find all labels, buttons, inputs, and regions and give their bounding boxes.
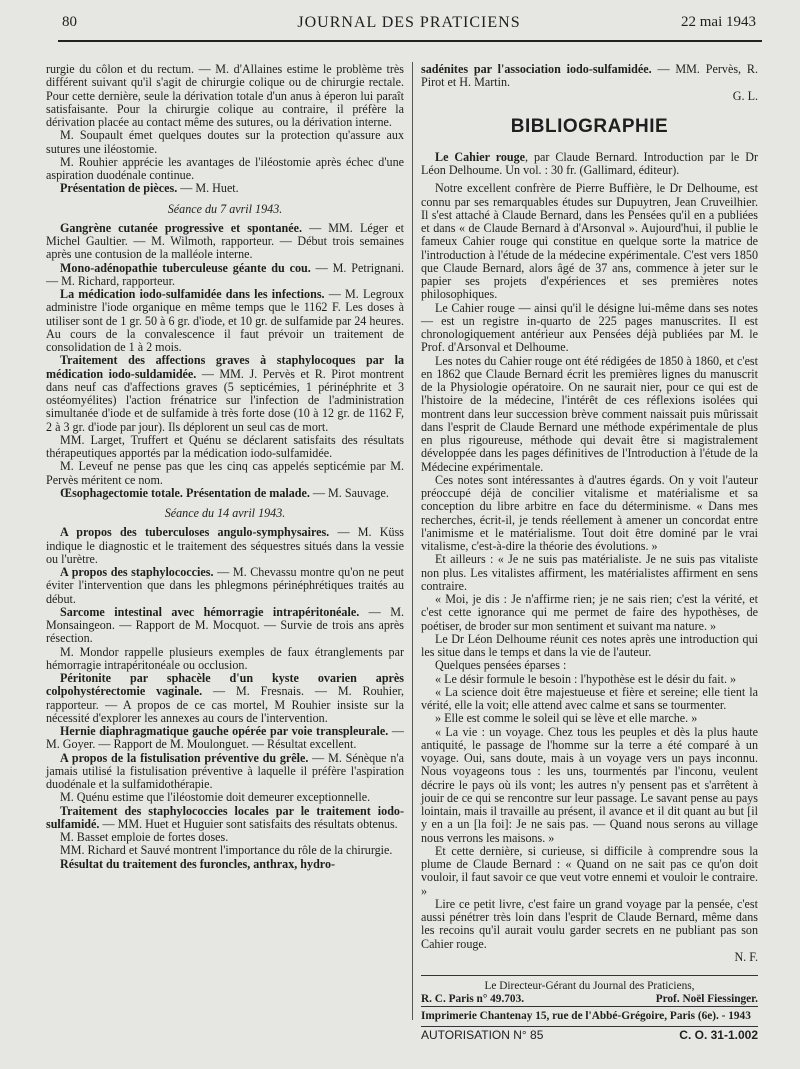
registration-number: R. C. Paris n° 49.703. xyxy=(421,993,525,1005)
printer-line: Imprimerie Chantenay 15, rue de l'Abbé-Grégoire, Paris (6e). - 1943 xyxy=(421,1006,758,1023)
book-title: Le Cahier rouge xyxy=(435,149,526,164)
entry-title: A propos des staphylococcies. xyxy=(60,565,214,579)
paragraph xyxy=(46,566,404,606)
paragraph: Les notes du Cahier rouge ont été rédigées de 1850 à 1860, et c'est en 1862 que Claude Bernard écrit les premières lignes du manuscrit de la Physiologie opératoire. On ne saurait nier, pour ce qui est de l'histoire de la médecine, l'intérêt de ces réflexions isolées qui montrent dans leur succession brève comment naissait puis mûrissait dans l'esprit de Claude Bernard une méthode expérimentale de plus en plus rigoureuse, méthode qui devait être si magistralement développée dans les pages définitives de l'Introduction à l'étude de la Médecine expérimentale. xyxy=(421,353,758,474)
entry-title: Résultat du traitement des furoncles, anthrax, hydro- xyxy=(60,856,336,871)
entry-title: Sarcome intestinal avec hémorragie intrapéritonéale. xyxy=(60,604,360,619)
paragraph: MM. Larget, Truffert et Quénu se déclarent satisfaits des résultats thérapeutiques apportés par la médication iodo-sulfamidée. xyxy=(46,432,404,460)
signature: N. F. xyxy=(734,949,758,964)
entry-text: — M. Chevassu montre qu'on ne peut éviter l'intervention que dans les phlegmons périnéphrétiques traités au début. xyxy=(46,565,404,606)
entry-title: Traitement des affections graves à staphylocoques par la médication iodo-suldamidée. xyxy=(46,353,404,381)
entry-text: — M. Legroux administre l'iode organique en même temps que le 1162 F. Les doses à utiliser sont de 1 gr. 50 à 6 gr. d'iode, et 10 gr. de sulfamide par 24 heures. Au cours de la convalescence il faut prévoir un traitement de consolidation de 1 à 2 mois. xyxy=(46,287,404,354)
entry-text: — M. Fresnais. — M. Rouhier, rapporteur. — A propos de ce cas mortel, M Rouhier insiste sur la nécessité d'explorer les annexes au cours de l'intervention. xyxy=(46,684,405,725)
paragraph: M. Rouhier apprécie les avantages de l'iléostomie après échec d'une aspiration duodénale continue. xyxy=(46,154,404,182)
signature: G. L. xyxy=(732,88,758,103)
quote: » Elle est comme le soleil qui se lève et elle marche. » xyxy=(435,711,698,726)
entry-text: — MM. Léger et Michel Gaultier. — M. Wilmoth, rapporteur. — Début trois semaines après une contusion de la malléole interne. xyxy=(46,220,404,262)
quote: « La vie : un voyage. Chez tous les peuples et dès la plus haute antiquité, le passage de l'homme sur la terre a été comparé à un voyage. Oui, sans doute, mais à un voyage vers un pays inconnu. Nous voyageons tous : les uns, tourmentés par l'inconu, veulent décrire le pays où ils vont; les autres n'y pensent pas et s'arrêtent à jouir de ce qui se rencontre sur leur passage. Le savant pense au pays lointain, mais il travaille au présent, il avance et il dit quant au but [il y en a un [la foi]: Je ne sais pas. — Quand nous serons au village nous verrons les maisons. » xyxy=(421,724,758,845)
paragraph xyxy=(46,805,404,832)
paragraph xyxy=(46,752,404,792)
session-heading: Séance du 14 avril 1943. xyxy=(164,506,286,520)
entry-title: A propos des tuberculoses angulo-symphysaires. xyxy=(60,525,330,540)
paragraph: M. Quénu estime que l'iléostomie doit demeurer exceptionnelle. xyxy=(60,790,371,805)
quote: « La science doit être majestueuse et fière et sereine; elle tient la vérité, elle la voit; elle attend avec calme et sans se tourmenter. xyxy=(421,684,758,712)
entry-title: sadénites par l'association iodo-sulfamidée. xyxy=(421,62,652,76)
entry-text: — MM. Huet et Huguier sont satisfaits des résultats obtenus. xyxy=(99,816,398,831)
entry-text: — M. Petrignani. — M. Richard, rapporteur. xyxy=(46,260,404,288)
paragraph: M. Leveuf ne pense pas que les cinq cas appelés septicémie par M. Pervès méritent ce nom. xyxy=(46,459,404,487)
entry-title: Mono-adénopathie tuberculeuse géante du cou. xyxy=(60,260,311,275)
paragraph xyxy=(46,288,404,354)
entry-text: — M. Sénèque n'a jamais utilisé la fistulisation préventive à laquelle il préfère l'aspiration duodénale et la sulfamidothérapie. xyxy=(46,750,404,791)
left-column xyxy=(46,63,404,871)
entry-title: Hernie diaphragmatique gauche opérée par voie transpleurale. xyxy=(60,724,389,738)
right-column xyxy=(421,63,758,1042)
paragraph: Notre excellent confrère de Pierre Buffière, le Dr Delhoume, est connu par ses remarquables études sur Dupuytren, Jean Cruveilhier. Il s'est attaché à Claude Bernard, dans les Pensées qu'il en a publiées et dans « de Claude Bernard à d'Arsonval ». Aujourd'hui, il publie le fameux Cahier rouge qui constitue en quelque sorte la matrice de l'introduction à l'étude de la médecine expérimentale. C'est vers 1850 que Claude Bernard, alors âgé de 37 ans, commence à jeter sur le papier ses projets d'expériences et ses premières notes philosophiques. xyxy=(421,181,758,302)
section-heading-bibliographie: BIBLIOGRAPHIE xyxy=(510,115,669,137)
entry-title: Traitement des staphylococcies locales par le traitement iodo-sulfamidé. xyxy=(46,803,404,831)
entry-text: — MM. Pervès, R. Pirot et H. Martin. xyxy=(421,62,758,90)
entry-text: — M. Huet. xyxy=(177,181,239,196)
entry-text: — M. Küss indique le diagnostic et le traitement des séquestres situés dans la vessie ou l'urètre. xyxy=(46,525,405,566)
authorization-line xyxy=(421,1026,758,1042)
column-divider xyxy=(412,62,413,1020)
entry-title: La médication iodo-sulfamidée dans les infections. xyxy=(60,287,325,301)
session-heading: Séance du 7 avril 1943. xyxy=(167,201,283,216)
imprint-footer xyxy=(421,975,758,1042)
paragraph: Et ailleurs : « Je ne suis pas matérialiste. Je ne suis pas vitaliste non plus. Les vitalistes affirment, les matérialistes affirment en sens contraire. xyxy=(421,552,758,593)
header-rule xyxy=(58,40,762,42)
entry-text: — M. Goyer. — Rapport de M. Moulonguet. — Résultat excellent. xyxy=(46,724,404,752)
entry-title: Présentation de pièces. xyxy=(60,181,178,196)
paragraph: MM. Richard et Sauvé montrent l'importance du rôle de la chirurgie. xyxy=(60,843,393,858)
paragraph: rurgie du côlon et du rectum. — M. d'Allaines estime le problème très différent suivant qu'il s'agit de chirurgie colique ou de chirurgie rectale. Pour cette dernière, seule la dérivation totale d'un anus à éperon lui paraît satisfaisante. Pour la chirurgie colique au contraire, il préfère la dérivation placée au contact même des sutures, ou la dérivation interne. xyxy=(46,62,404,129)
entry-text: — M. Monsaingeon. — Rapport de M. Mocquot. — Survie de trois ans après résection. xyxy=(46,604,404,646)
paragraph: M. Basset emploie de fortes doses. xyxy=(60,830,229,844)
paragraph xyxy=(46,487,404,500)
entry-title: Péritonite par sphacèle d'un kyste ovarien après colpohystérectomie vaginale. xyxy=(46,671,404,699)
paragraph: « Moi, je dis : Je n'affirme rien; je ne sais rien; c'est la vérité, et c'est cette ignorance qui me permet de faire des hypothèses, de poétiser, de broder sur mon sentiment et suivant ma nature. » xyxy=(421,592,758,633)
paragraph xyxy=(46,354,404,434)
paragraph xyxy=(46,672,404,725)
registration-line xyxy=(421,993,758,1006)
quote: « Le désir formule le besoin : l'hypothèse est le désir du fait. » xyxy=(435,671,737,686)
paragraph xyxy=(46,526,404,566)
entry-text: — MM. J. Pervès et R. Pirot montrent dans neuf cas d'affections graves (5 septicémies, 1 périnéphrite et 3 ostéomyélites) l'action frénatrice sur l'infection de l'administration simultanée d'iode et de sulfamide à très forte dose (10 à 12 gr. de 1162 F, 2 à 3 gr. d'iode par jour). Ils déplorent un seul cas de mort. xyxy=(46,366,404,434)
paragraph xyxy=(46,606,404,646)
paragraph xyxy=(46,182,404,195)
book-reference xyxy=(421,151,758,178)
issue-date: 22 mai 1943 xyxy=(681,14,756,30)
journal-title: JOURNAL DES PRATICIENS xyxy=(297,14,521,31)
page-header xyxy=(62,14,756,36)
book-details: , par Claude Bernard. Introduction par le Dr Léon Delhoume. Un vol. : 30 fr. (Gallimard, éditeur). xyxy=(421,149,758,177)
paragraph: Ces notes sont intéressantes à d'autres égards. On y voit l'auteur préoccupé déjà de concilier vitalisme et matérialisme et sa conception du libre arbitre en face du déterminisme. « Dans mes recherches, écrit-il, je tends réellement à amener un concordat entre l'animisme et le matérialisme. Tout doit être dominé par le vrai vitalisme, c'est-à-dire la théorie des évolutions. » xyxy=(421,472,758,553)
paragraph: Le Dr Léon Delhoume réunit ces notes après une introduction qui les situe dans le temps et dans la vie de l'auteur. xyxy=(421,631,758,659)
paragraph: Le Cahier rouge — ainsi qu'il le désigne lui-même dans ses notes — est un registre in-quarto de 225 pages manuscrites. Il est chronologiquement antérieur aux Pensées déjà publiées par M. le Prof. d'Arsonval et Delhoume. xyxy=(421,300,758,355)
entry-text: — M. Sauvage. xyxy=(309,485,389,500)
page-number: 80 xyxy=(62,14,77,30)
entry-title: Gangrène cutanée progressive et spontanée. xyxy=(60,220,302,235)
paragraph: Quelques pensées éparses : xyxy=(435,658,567,673)
director-name: Prof. Noël Fiessinger. xyxy=(655,993,758,1005)
paragraph: Lire ce petit livre, c'est faire un grand voyage par la pensée, c'est aussi pénétrer très loin dans l'esprit de Claude Bernard, même dans les recoins qu'il aurait voulu garder secrets en ne publiant pas son Cahier rouge. xyxy=(421,896,758,951)
authorization-number: AUTORISATION N° 85 xyxy=(421,1028,544,1042)
paragraph xyxy=(421,63,758,90)
entry-title: A propos de la fistulisation préventive du grêle. xyxy=(60,750,309,765)
paragraph xyxy=(46,262,404,289)
paragraph xyxy=(46,222,404,262)
paragraph: Et cette dernière, si curieuse, si difficile à comprendre sous la plume de Claude Bernard : « Quand on ne sait pas ce qu'on doit vouloir, il faut savoir ce que veut votre ennemi et vouloir le contraire. » xyxy=(421,843,758,898)
entry-title: Œsophagectomie totale. Présentation de malade. xyxy=(60,485,310,500)
paragraph: M. Soupault émet quelques doutes sur la protection qu'assure aux sutures une iléostomie. xyxy=(46,128,404,156)
paragraph xyxy=(46,725,404,752)
paragraph: M. Mondor rappelle plusieurs exemples de faux étranglements par hémorragie intrapéritonéale ou occlusion. xyxy=(46,644,404,672)
director-line: Le Directeur-Gérant du Journal des Praticiens, xyxy=(484,980,695,992)
control-number: C. O. 31-1.002 xyxy=(679,1028,758,1042)
